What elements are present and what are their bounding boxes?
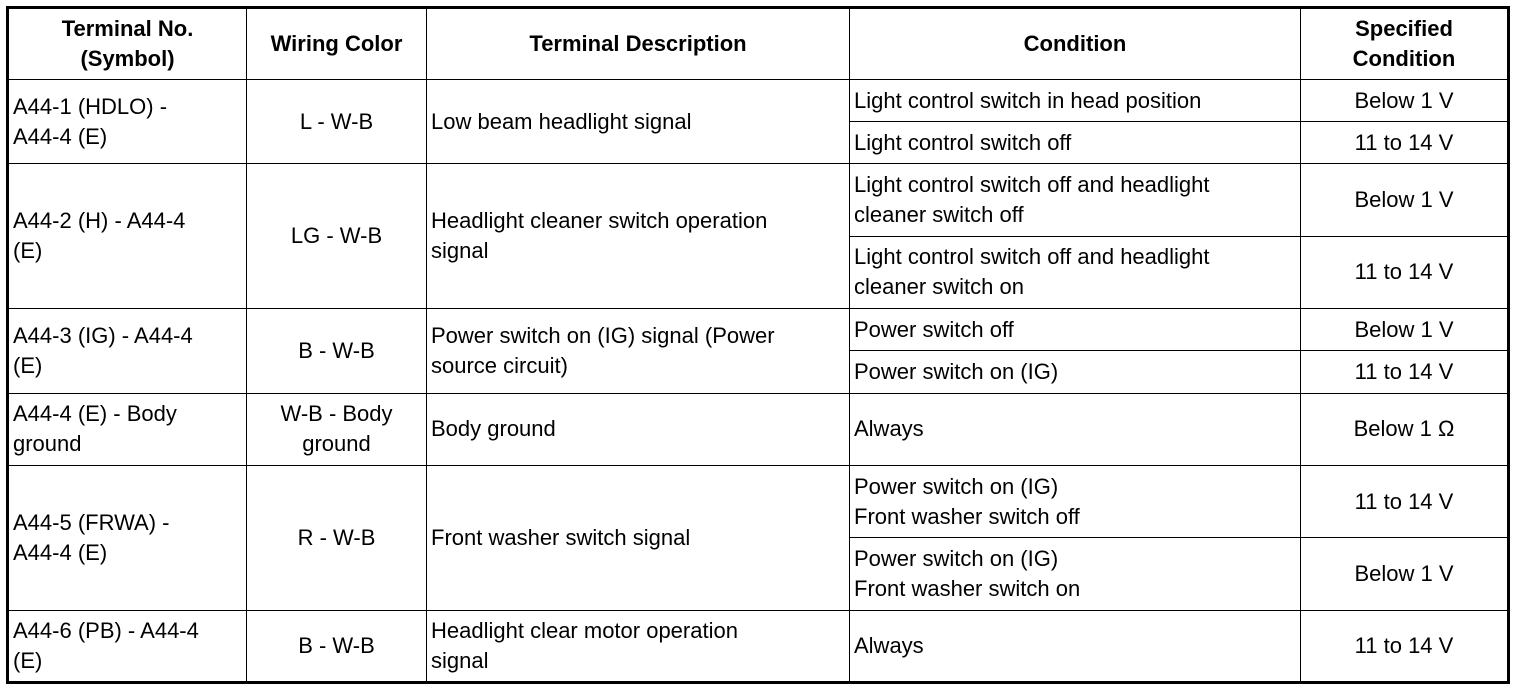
header-wiring-color: Wiring Color	[247, 8, 427, 80]
header-row	[8, 8, 1509, 80]
condition-cell: Always	[850, 610, 1301, 682]
condition-cell: Power switch on (IG)	[850, 351, 1301, 393]
terminal-cell: A44-6 (PB) - A44-4 (E)	[8, 610, 247, 682]
table-row	[8, 164, 1509, 236]
terminal-cell: A44-5 (FRWA) - A44-4 (E)	[8, 465, 247, 610]
description-cell: Headlight clear motor operation signal	[427, 610, 850, 682]
specified-cell: 11 to 14 V	[1301, 610, 1509, 682]
description-cell: Headlight cleaner switch operation signal	[427, 164, 850, 309]
condition-cell: Power switch on (IG) Front washer switch off	[850, 465, 1301, 537]
terminal-cell: A44-1 (HDLO) - A44-4 (E)	[8, 80, 247, 164]
table-row	[8, 309, 1509, 351]
specified-cell: Below 1 V	[1301, 309, 1509, 351]
condition-cell: Light control switch off and headlight cleaner switch off	[850, 164, 1301, 236]
terminal-spec-table	[6, 6, 1510, 684]
specified-cell: 11 to 14 V	[1301, 351, 1509, 393]
description-cell: Body ground	[427, 393, 850, 465]
specified-cell: 11 to 14 V	[1301, 122, 1509, 164]
condition-cell: Power switch off	[850, 309, 1301, 351]
wiring-color-cell: LG - W-B	[247, 164, 427, 309]
wiring-color-cell: L - W-B	[247, 80, 427, 164]
table-row	[8, 393, 1509, 465]
specified-cell: Below 1 Ω	[1301, 393, 1509, 465]
wiring-color-cell: W-B - Body ground	[247, 393, 427, 465]
condition-cell: Light control switch off	[850, 122, 1301, 164]
specified-cell: Below 1 V	[1301, 164, 1509, 236]
table-row	[8, 80, 1509, 122]
header-specified-condition: Specified Condition	[1301, 8, 1509, 80]
condition-cell: Light control switch in head position	[850, 80, 1301, 122]
header-condition: Condition	[850, 8, 1301, 80]
condition-cell: Always	[850, 393, 1301, 465]
description-cell: Low beam headlight signal	[427, 80, 850, 164]
wiring-color-cell: B - W-B	[247, 309, 427, 393]
table-row	[8, 465, 1509, 537]
specified-cell: 11 to 14 V	[1301, 465, 1509, 537]
terminal-cell: A44-3 (IG) - A44-4 (E)	[8, 309, 247, 393]
wiring-color-cell: R - W-B	[247, 465, 427, 610]
condition-cell: Light control switch off and headlight cleaner switch on	[850, 236, 1301, 308]
terminal-cell: A44-2 (H) - A44-4 (E)	[8, 164, 247, 309]
header-terminal-description: Terminal Description	[427, 8, 850, 80]
specified-cell: 11 to 14 V	[1301, 236, 1509, 308]
condition-cell: Power switch on (IG) Front washer switch on	[850, 538, 1301, 610]
description-cell: Power switch on (IG) signal (Power source circuit)	[427, 309, 850, 393]
specified-cell: Below 1 V	[1301, 538, 1509, 610]
terminal-cell: A44-4 (E) - Body ground	[8, 393, 247, 465]
specified-cell: Below 1 V	[1301, 80, 1509, 122]
header-terminal: Terminal No. (Symbol)	[8, 8, 247, 80]
wiring-color-cell: B - W-B	[247, 610, 427, 682]
description-cell: Front washer switch signal	[427, 465, 850, 610]
table-row	[8, 610, 1509, 682]
